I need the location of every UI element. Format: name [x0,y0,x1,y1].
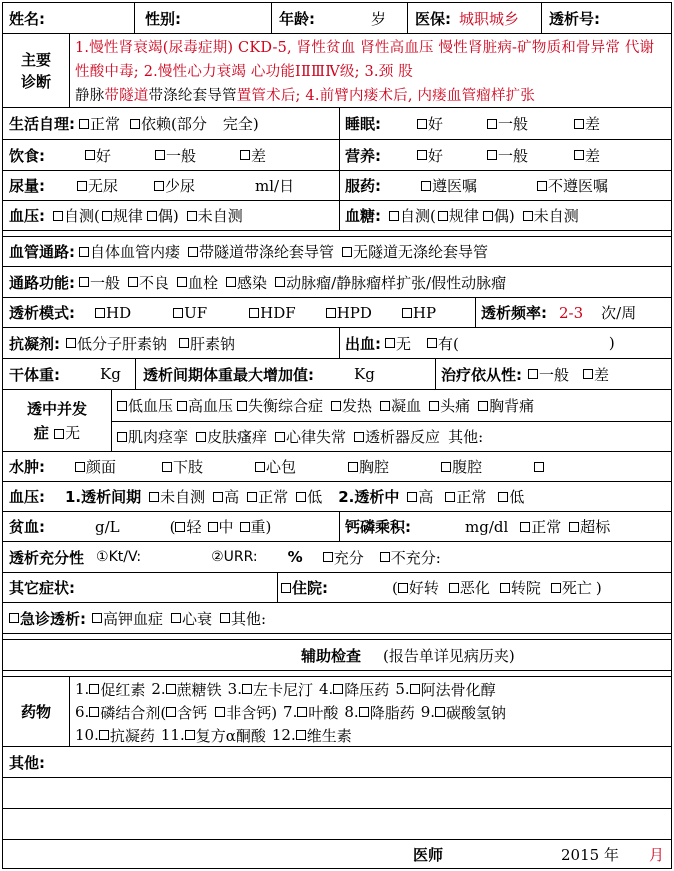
calcium-containing-checkbox[interactable] [166,707,176,717]
compliance-fair-checkbox[interactable] [528,369,538,379]
function-thrombosis-checkbox[interactable] [177,277,187,287]
fever-checkbox[interactable] [331,401,341,411]
anemia-severe-checkbox[interactable] [240,522,250,532]
other-label: 其他: [9,753,45,772]
improved-checkbox[interactable] [398,583,408,593]
medication-compliant-checkbox[interactable] [421,181,431,191]
chest-back-pain-checkbox[interactable] [478,401,488,411]
frequency-value: 2-3 [559,303,584,322]
drugs-label: 药物 [20,703,51,721]
frequency-unit: 次/周 [601,304,637,322]
year-text: 2015 年 [561,845,619,864]
urine-none-checkbox[interactable] [77,181,87,191]
arrhythmia-checkbox[interactable] [275,432,285,442]
other-row [2,746,672,777]
transferred-checkbox[interactable] [500,583,510,593]
diet-label: 饮食: [9,146,45,165]
mode-hpd-checkbox[interactable] [326,308,336,318]
medication-label: 服药: [345,177,381,195]
iron-sucrose-checkbox[interactable] [166,684,176,694]
sugar-occasional-checkbox[interactable] [483,211,493,221]
gender-label: 性别: [145,9,181,28]
adequate-checkbox[interactable] [323,552,333,562]
diet-poor-checkbox[interactable] [240,150,250,160]
anemia-row: 贫血: g/L ( 轻 中 重) 钙磷乘积: mg/dl 正常 超标 [2,511,672,541]
nutrition-good-checkbox[interactable] [417,150,427,160]
edema-face-checkbox[interactable] [75,462,85,472]
diagnosis-row [2,33,672,107]
adequacy-label: 透析充分性 [9,548,85,567]
month-text: 月 [649,845,665,864]
sleep-fair-checkbox[interactable] [487,119,497,129]
keto-acid-checkbox[interactable] [185,730,195,740]
ca-p-high-checkbox[interactable] [569,522,579,532]
heparin-checkbox[interactable] [179,338,189,348]
ca-p-label: 钙磷乘积: [345,518,411,536]
anticoagulant-row: 抗凝剂: 低分子肝素钠 肝素钠 出血: 无 有( ) [2,327,672,358]
heart-failure-checkbox[interactable] [171,613,181,623]
aux-row [2,639,672,670]
bp-regular-checkbox[interactable] [102,211,112,221]
urine-row: 尿量: 无尿 少尿 ml/日 服药: 遵医嘱 不遵医嘱 [2,170,672,200]
aux-title: 辅助检查 [301,646,362,665]
sugar-label: 血糖: [345,207,381,225]
emergency-row: 急诊透析: 高钾血症 心衰 其他: [2,602,672,633]
antihypertensive-checkbox[interactable] [333,684,343,694]
folic-acid-checkbox[interactable] [297,707,307,717]
non-calcium-checkbox[interactable] [215,707,225,717]
bleeding-label: 出血: [345,334,381,353]
access-nontunneled-checkbox[interactable] [342,247,352,257]
anemia-mild-checkbox[interactable] [175,522,185,532]
edema-ascites-checkbox[interactable] [441,462,451,472]
aux-note: (报告单详见病历夹) [383,646,515,665]
self-care-normal-checkbox[interactable] [79,119,89,129]
anemia-moderate-checkbox[interactable] [208,522,218,532]
self-care-label: 生活自理: [9,115,75,133]
sodium-bicarbonate-checkbox[interactable] [435,707,445,717]
anemia-label: 贫血: [9,518,45,536]
headache-checkbox[interactable] [429,401,439,411]
function-normal-checkbox[interactable] [79,277,89,287]
nutrition-label: 营养: [345,146,381,165]
edema-other-checkbox[interactable] [534,462,544,472]
hospitalized-checkbox[interactable] [281,583,291,593]
cramps-checkbox[interactable] [117,432,127,442]
bp-none-checkbox[interactable] [187,211,197,221]
edema-row: 水肿: 颜面 下肢 心包 胸腔 腹腔 [2,451,672,481]
compliance-poor-checkbox[interactable] [583,369,593,379]
access-function-row: 通路功能: 一般 不良 血栓 感染 动脉瘤/静脉瘤样扩张/假性动脉瘤 [2,266,672,297]
dialysis-number-label: 透析号: [549,9,600,28]
bleeding-yes-checkbox[interactable] [427,338,437,348]
during-low-checkbox[interactable] [498,492,508,502]
sugar-self-checkbox[interactable] [389,211,399,221]
emergency-other-checkbox[interactable] [220,613,230,623]
insurance-value: 城职城乡 [459,9,520,28]
diagnosis-label: 主要 诊断 [20,50,51,91]
blank-row-2 [2,808,672,839]
bp-label: 血压: [9,207,45,225]
mode-hp-checkbox[interactable] [402,308,412,318]
dry-weight-label: 干体重: [9,365,60,384]
complication-row: 透中并发 症 无 低血压 高血压 失衡综合症 发热 凝血 头痛 胸背痛 肌肉痉挛 皮肤瘙痒 心律失常 透析器反应 其他: [2,389,672,451]
footer-row [2,839,672,869]
weight-gain-label: 透析间期体重最大增加值: [143,365,314,384]
bp-sugar-row: 血压: 自测( 规律 偶) 未自测 血糖: 自测( 规律 偶) 未自测 [2,200,672,230]
edema-legs-checkbox[interactable] [162,462,172,472]
complication-label: 透中并发 症 无 [26,399,87,442]
dialyzer-reaction-checkbox[interactable] [354,432,364,442]
emergency-checkbox[interactable] [9,613,19,623]
bp-during-label: 2.透析中 [338,488,400,506]
bp-interval-label: 1.透析间期 [65,488,142,506]
access-row: 血管通路: 自体血管内瘘 带隧道带涤纶套导管 无隧道无涤纶套导管 [2,236,672,266]
sugar-regular-checkbox[interactable] [438,211,448,221]
age-unit: 岁 [371,9,387,28]
edema-pericardium-checkbox[interactable] [255,462,265,472]
adequacy-row: 透析充分性 ①Kt/V: ②URR: % 充分 不充分: [2,541,672,572]
header-row [2,2,672,33]
diet-row: 饮食: 好 一般 差 营养: 好 一般 差 [2,139,672,170]
weight-row: 干体重: Kg 透析间期体重最大增加值: Kg 治疗依从性: 一般 差 [2,358,672,389]
during-high-checkbox[interactable] [407,492,417,502]
phosphate-binder-checkbox[interactable] [89,707,99,717]
during-normal-checkbox[interactable] [445,492,455,502]
bleeding-no-checkbox[interactable] [385,338,395,348]
sleep-label: 睡眠: [345,115,381,133]
diet-good-checkbox[interactable] [85,150,95,160]
anticoagulant-label: 抗凝剂: [9,334,60,353]
disequilibrium-checkbox[interactable] [237,401,247,411]
clotting-checkbox[interactable] [380,401,390,411]
interval-low-checkbox[interactable] [296,492,306,502]
age-label: 年龄: [279,9,315,28]
urine-low-checkbox[interactable] [154,181,164,191]
self-care-row: 生活自理: 正常 依赖(部分 完全) 睡眠: 好 一般 差 [2,107,672,139]
function-aneurysm-checkbox[interactable] [275,277,285,287]
self-care-dependent-checkbox[interactable] [130,119,140,129]
frequency-label: 透析频率: [481,304,547,322]
other-symptoms-label: 其它症状: [9,579,75,597]
access-fistula-checkbox[interactable] [79,247,89,257]
nutrition-fair-checkbox[interactable] [487,150,497,160]
mode-hdf-checkbox[interactable] [249,308,259,318]
pruritus-checkbox[interactable] [196,432,206,442]
hypotension-checkbox[interactable] [117,401,127,411]
sleep-poor-checkbox[interactable] [574,119,584,129]
insurance-label: 医保: [415,9,451,28]
medication-noncompliant-checkbox[interactable] [537,181,547,191]
access-tunneled-checkbox[interactable] [188,247,198,257]
ca-p-normal-checkbox[interactable] [520,522,530,532]
mode-row: 透析模式: HD UF HDF HPD HP 透析频率: 2-3 次/周 [2,297,672,327]
bp-occasional-checkbox[interactable] [147,211,157,221]
sleep-good-checkbox[interactable] [417,119,427,129]
vitamin-checkbox[interactable] [296,730,306,740]
lipid-lowering-checkbox[interactable] [359,707,369,717]
edema-label: 水肿: [9,458,45,476]
bp2-label: 血压: [9,488,45,506]
mode-uf-checkbox[interactable] [173,308,183,318]
levocarnitine-checkbox[interactable] [242,684,252,694]
bp-self-checkbox[interactable] [53,211,63,221]
function-infection-checkbox[interactable] [226,277,236,287]
diagnosis-text: 1.慢性肾衰竭(尿毒症期) CKD-5, 肾性贫血 肾性高血压 慢性肾脏病-矿物质和骨异常 代谢性酸中毒; 2.慢性心力衰竭 心功能ⅠⅡⅢⅣ级; 3.颈 股 静脉带隧道带涤纶套导管置管术后; 4.前臂内瘘术后, 内瘘血管瘤样扩张 [75,40,655,104]
nutrition-poor-checkbox[interactable] [574,150,584,160]
emergency-label: 急诊透析: [20,609,86,628]
edema-pleural-checkbox[interactable] [348,462,358,472]
hospitalized-label: 住院: [292,579,328,597]
anticoagulant-drug-checkbox[interactable] [99,730,109,740]
access-label: 血管通路: [9,243,75,261]
interval-normal-checkbox[interactable] [247,492,257,502]
epo-checkbox[interactable] [89,684,99,694]
inadequate-checkbox[interactable] [380,552,390,562]
drugs-row: 药物 1. 促红素 2. 蔗糖铁 3. 左卡尼汀 4. 降压药 5. 阿法骨化醇 6. 磷结合剂( 含钙 非含钙) 7. 叶酸 8. 降脂药 9. 碳酸氢钠 10. 抗凝药 11. 复方α酮酸 12. 维生素 [2,676,672,746]
urine-label: 尿量: [9,177,45,195]
access-function-label: 通路功能: [9,273,75,292]
diet-fair-checkbox[interactable] [155,150,165,160]
interval-none-checkbox[interactable] [149,492,159,502]
interval-high-checkbox[interactable] [213,492,223,502]
mode-hd-checkbox[interactable] [95,308,105,318]
worsened-checkbox[interactable] [449,583,459,593]
doctor-label: 医师 [413,845,444,864]
complication-none-checkbox[interactable] [54,429,64,439]
alfacalcidol-checkbox[interactable] [410,684,420,694]
hyperkalemia-checkbox[interactable] [92,613,102,623]
lmwh-checkbox[interactable] [66,338,76,348]
bp-dialysis-row: 血压: 1.透析间期 未自测 高 正常 低 2.透析中 高 正常 低 [2,481,672,511]
hypertension-checkbox[interactable] [177,401,187,411]
death-checkbox[interactable] [551,583,561,593]
sugar-none-checkbox[interactable] [523,211,533,221]
urine-unit: ml/日 [255,177,295,195]
function-poor-checkbox[interactable] [128,277,138,287]
name-label: 姓名: [9,9,45,28]
other-symptoms-row: 其它症状: 住院: ( 好转 恶化 转院 死亡 ) [2,572,672,602]
mode-label: 透析模式: [9,304,75,322]
blank-row-1 [2,777,672,808]
compliance-label: 治疗依从性: [441,365,522,384]
